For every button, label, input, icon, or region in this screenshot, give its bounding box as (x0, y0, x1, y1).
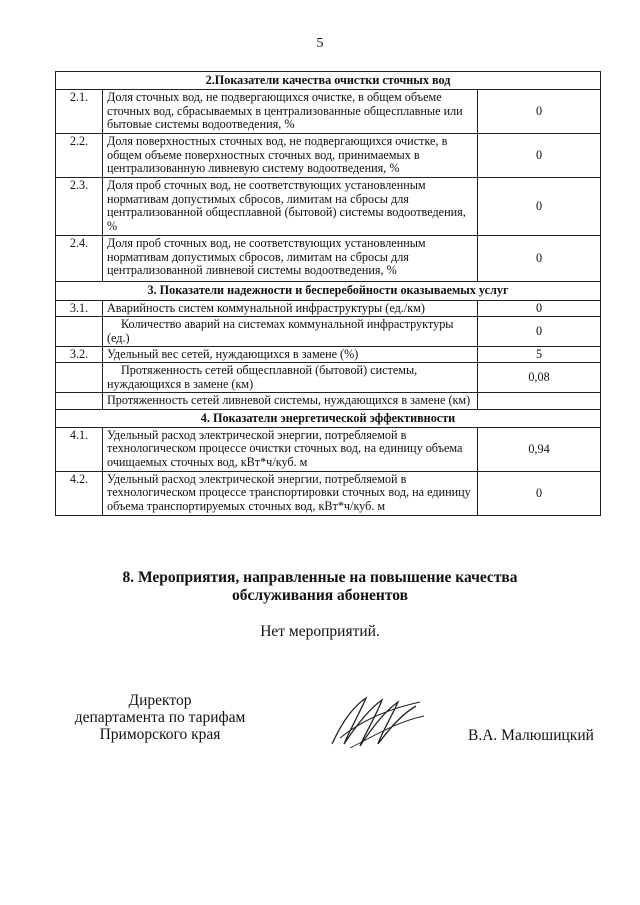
section-title: 4. Показатели энергетической эффективности (56, 409, 601, 427)
row-number (56, 393, 103, 409)
row-value (478, 393, 601, 409)
row-number: 2.3. (56, 178, 103, 236)
no-measures-text: Нет мероприятий. (260, 623, 380, 640)
row-number (56, 363, 103, 393)
row-number: 2.1. (56, 90, 103, 134)
section-header-row (56, 72, 601, 90)
row-description: Доля сточных вод, не подвергающихся очистке, в общем объеме сточных вод, сбрасываемых в централизованные общесплавные или бытовые системы водоотведения, % (103, 90, 478, 134)
row-description: Доля поверхностных сточных вод, не подвергающихся очистке, в общем объеме поверхностных сточных вод, принимаемых в централизованную ливневую систему водоотведения, % (103, 134, 478, 178)
row-value: 0 (478, 317, 601, 347)
signer-position-line: Директор (128, 692, 192, 709)
row-description: Доля проб сточных вод, не соответствующих установленным нормативам допустимых сбросов, лимитам на сбросы для централизованной общесплавной (бытовой) системы водоотведения, % (103, 178, 478, 236)
section-title: 2.Показатели качества очистки сточных вод (56, 72, 601, 90)
section-8-title-line: обслуживания абонентов (232, 587, 408, 604)
signer-position-line: департамента по тарифам (74, 709, 246, 726)
row-number: 3.2. (56, 347, 103, 363)
row-description: Аварийность систем коммунальной инфраструктуры (ед./км) (103, 300, 478, 316)
table-row (56, 347, 601, 363)
table-row (56, 393, 601, 409)
row-value: 0 (478, 300, 601, 316)
row-value: 0,94 (478, 428, 601, 472)
table-row (56, 472, 601, 516)
row-description: Количество аварий на системах коммунальной инфраструктуры (ед.) (103, 317, 478, 347)
table-row (56, 90, 601, 134)
table-row (56, 317, 601, 347)
row-description: Протяженность сетей общесплавной (бытовой) системы, нуждающихся в замене (км) (103, 363, 478, 393)
row-value: 0,08 (478, 363, 601, 393)
row-number: 4.1. (56, 428, 103, 472)
row-number: 3.1. (56, 300, 103, 316)
row-value: 0 (478, 90, 601, 134)
indicators-table (55, 71, 601, 516)
row-value: 0 (478, 178, 601, 236)
row-description: Доля проб сточных вод, не соответствующих установленным нормативам допустимых сбросов, лимитам на сбросы для централизованной ливневой системы водоотведения, % (103, 236, 478, 282)
section-8-title (0, 569, 640, 605)
section-header-row (56, 282, 601, 300)
row-number: 2.2. (56, 134, 103, 178)
signer-name: В.А. Малюшицкий (468, 727, 594, 744)
signer-position (55, 692, 265, 743)
row-number (56, 317, 103, 347)
row-description: Удельный расход электрической энергии, потребляемой в технологическом процессе очистки сточных вод, на единицу объема очищаемых сточных вод, кВт*ч/куб. м (103, 428, 478, 472)
row-number: 4.2. (56, 472, 103, 516)
table-row (56, 428, 601, 472)
page-number: 5 (316, 36, 324, 51)
table-row (56, 236, 601, 282)
row-value: 0 (478, 134, 601, 178)
row-description: Удельный вес сетей, нуждающихся в замене (%) (103, 347, 478, 363)
row-description: Удельный расход электрической энергии, потребляемой в технологическом процессе транспортировки сточных вод, на единицу объема транспортируемых сточных вод, кВт*ч/куб. м (103, 472, 478, 516)
section-8-title-line: 8. Мероприятия, направленные на повышение качества (122, 569, 518, 586)
table-row (56, 300, 601, 316)
section-header-row (56, 409, 601, 427)
section-title: 3. Показатели надежности и бесперебойности оказываемых услуг (56, 282, 601, 300)
row-description: Протяженность сетей ливневой системы, нуждающихся в замене (км) (103, 393, 478, 409)
row-value: 5 (478, 347, 601, 363)
table-row (56, 178, 601, 236)
table-row (56, 134, 601, 178)
row-value: 0 (478, 472, 601, 516)
handwritten-signature (320, 692, 440, 752)
row-number: 2.4. (56, 236, 103, 282)
row-value: 0 (478, 236, 601, 282)
table-row (56, 363, 601, 393)
signer-position-line: Приморского края (99, 726, 221, 743)
